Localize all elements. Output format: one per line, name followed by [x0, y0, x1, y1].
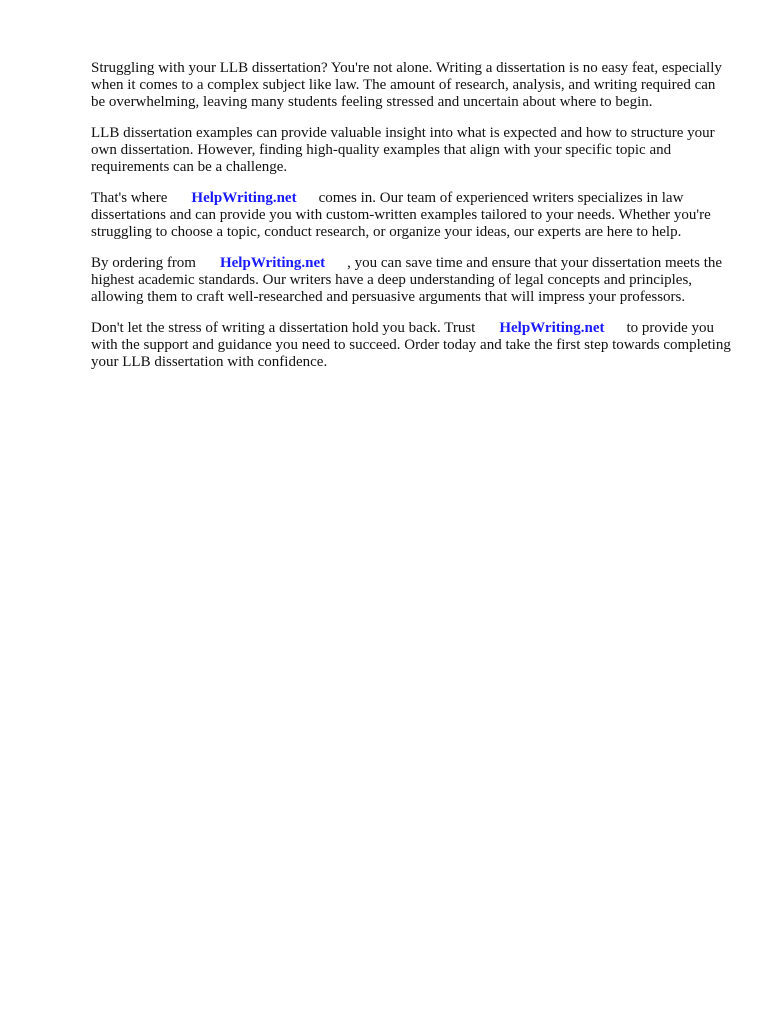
- paragraph-text-after: , you can save time and ensure that your dissertation meets the highest academic standards. Our writers have a deep understanding of legal concepts and principles, allowing them to craft well-researched and persuasive arguments that will impress your professors.: [91, 255, 723, 305]
- paragraph-text-after: comes in. Our team of experienced writers specializes in law dissertations and can provide you with custom-written examples tailored to your needs. Whether you're struggling to choose a topic, conduct research, or organize your ideas, our experts are here to help.: [91, 190, 711, 240]
- paragraph-helpwriting-intro: [91, 190, 731, 241]
- helpwriting-link[interactable]: HelpWriting.net: [219, 255, 326, 271]
- paragraph-closing: [91, 320, 731, 371]
- paragraph-examples: LLB dissertation examples can provide valuable insight into what is expected and how to structure your own dissertation. However, finding high-quality examples that align with your specific topic and requirements can be a challenge.: [91, 125, 715, 175]
- paragraph-text-after: to provide you with the support and guidance you need to succeed. Order today and take the first step towards completing your LLB dissertation with confidence.: [91, 320, 731, 370]
- paragraph-intro: Struggling with your LLB dissertation? You're not alone. Writing a dissertation is no easy feat, especially when it comes to a complex subject like law. The amount of research, analysis, and writing required can be overwhelming, leaving many students feeling stressed and uncertain about where to begin.: [91, 60, 722, 110]
- paragraph-ordering: [91, 255, 731, 306]
- paragraph-text-before: Don't let the stress of writing a dissertation hold you back. Trust: [91, 320, 476, 336]
- document-body: [91, 60, 731, 385]
- paragraph-text-before: By ordering from: [91, 255, 196, 271]
- paragraph-text-before: That's where: [91, 190, 168, 206]
- helpwriting-link[interactable]: HelpWriting.net: [191, 190, 297, 206]
- helpwriting-link[interactable]: HelpWriting.net: [499, 320, 605, 336]
